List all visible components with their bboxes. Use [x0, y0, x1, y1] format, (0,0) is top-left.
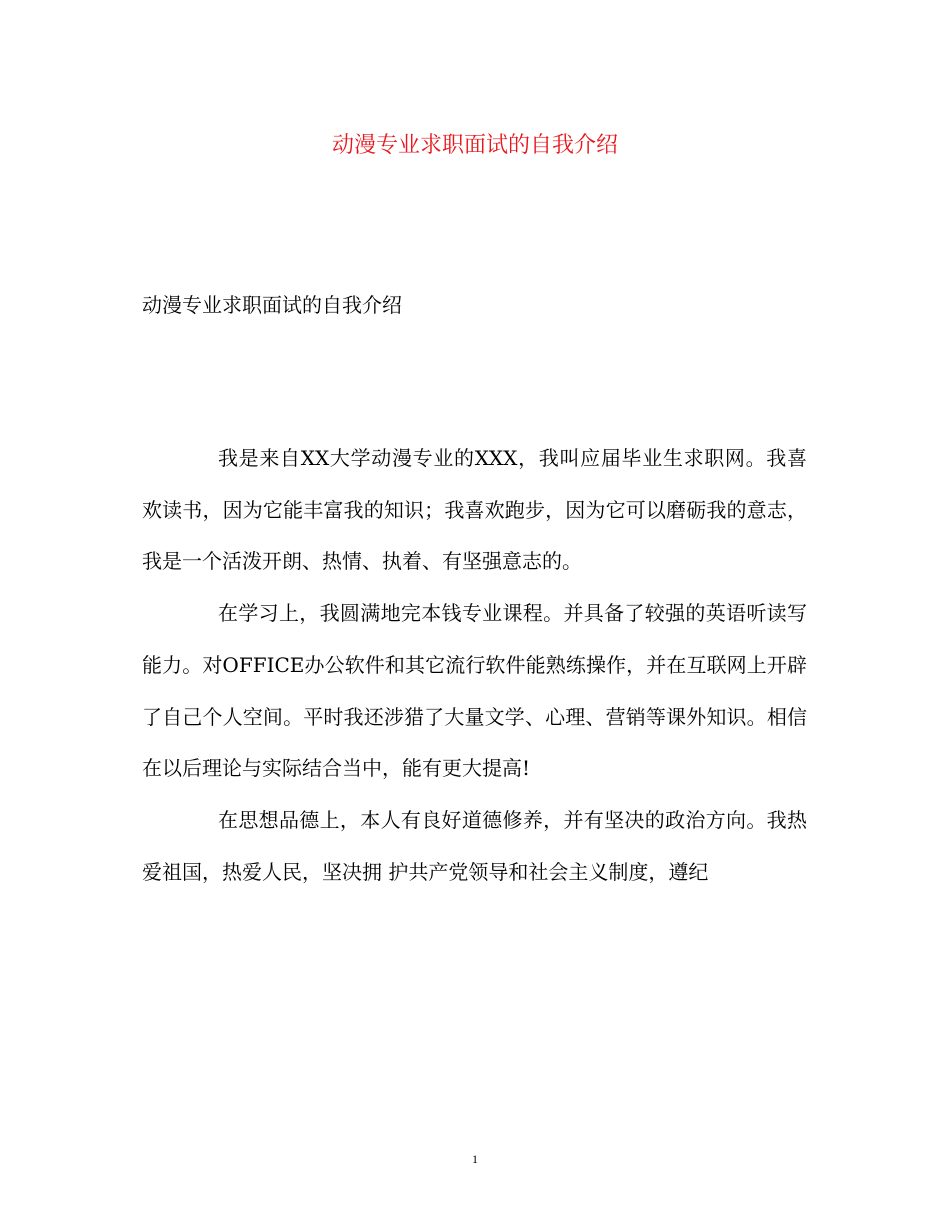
paragraph-morality: 在思想品德上，本人有良好道德修养，并有坚决的政治方向。我热爱祖国，热爱人民，坚决拥 护共产党领导和社会主义制度，遵纪 — [142, 807, 807, 884]
paragraph-intro: 我是来自XX大学动漫专业的XXX，我叫应届毕业生求职网。我喜欢读书，因为它能丰富我的知识；我喜欢跑步，因为它可以磨砺我的意志，我是一个活泼开朗、热情、执着、有坚强意志的。 — [142, 446, 807, 574]
document-body — [142, 433, 807, 898]
document-subtitle: 动漫专业求职面试的自我介绍 — [142, 293, 402, 317]
document-title: 动漫专业求职面试的自我介绍 — [331, 133, 618, 158]
paragraph-study: 在学习上，我圆满地完本钱专业课程。并具备了较强的英语听读写能力。对OFFICE办公软件和其它流行软件能熟练操作，并在互联网上开辟了自己个人空间。平时我还涉猎了大量文学、心理、营销等课外知识。相信在以后理论与实际结合当中，能有更大提高! — [142, 601, 807, 781]
page-number: 1 — [472, 1152, 478, 1166]
